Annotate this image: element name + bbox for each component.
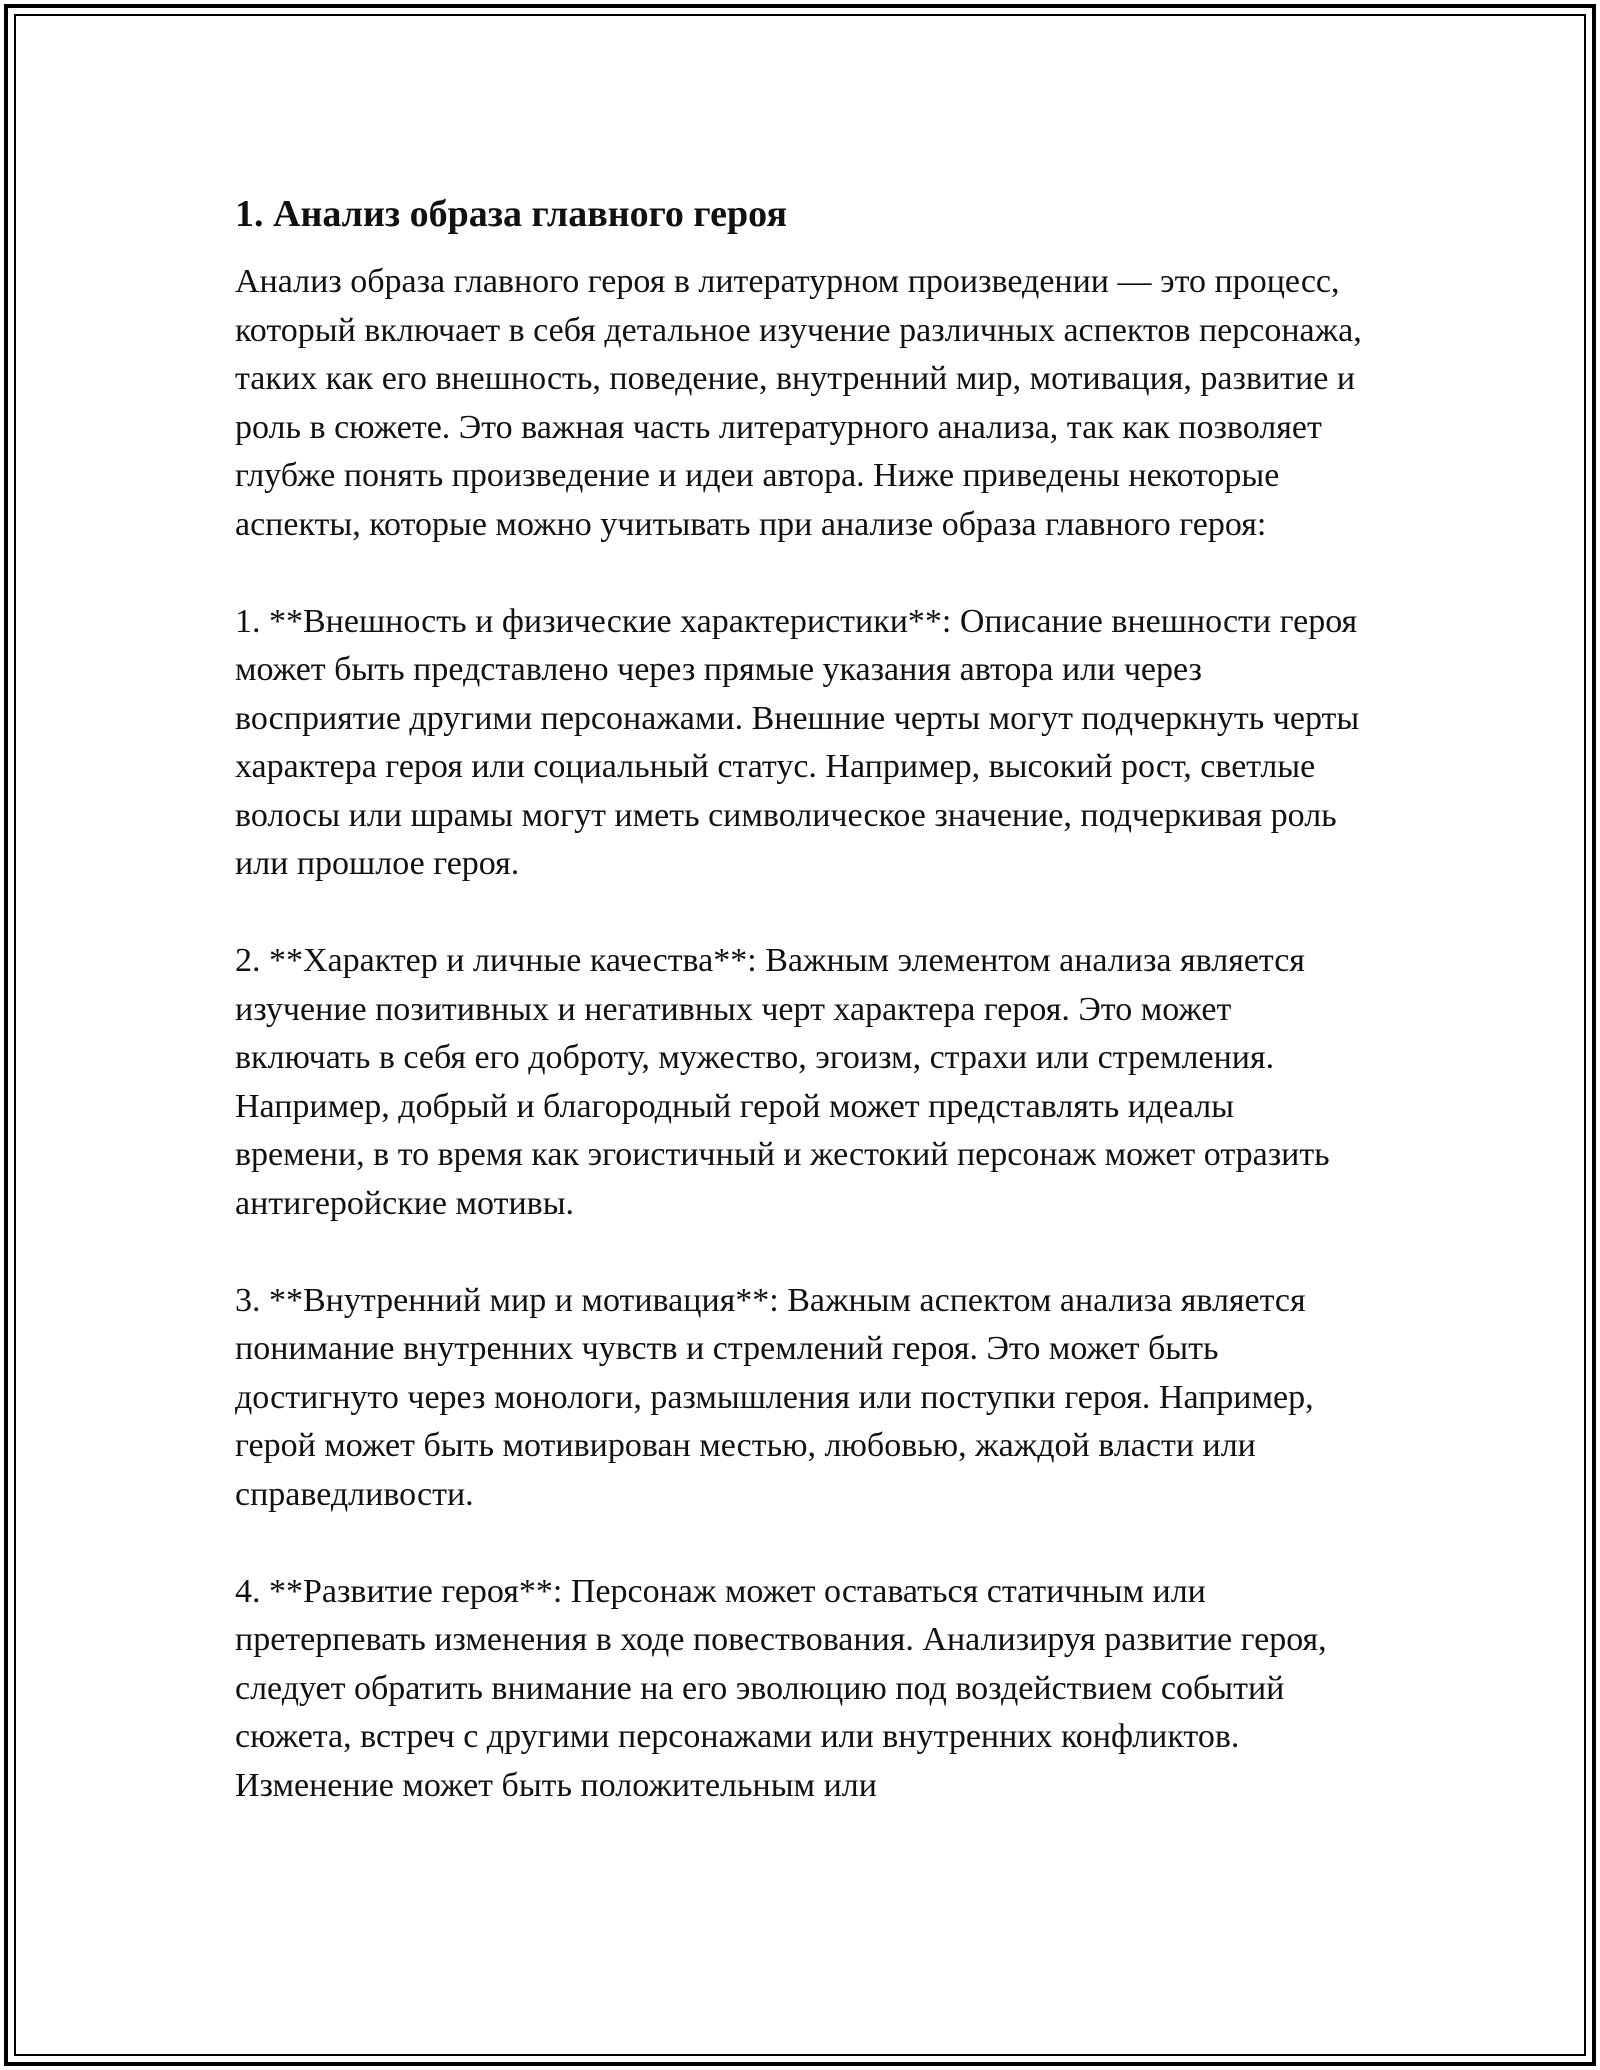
- paragraph-character: 2. **Характер и личные качества**: Важным элементом анализа является изучение позитивных и негативных черт характера героя. Это может включать в себя его доброту, мужество, эгоизм, страхи или стремления. Например, добрый и благородный герой может представлять идеалы времени, в то время как эгоистичный и жестокий персонаж может отразить антигеройские мотивы.: [235, 942, 1330, 1222]
- paragraph-appearance: 1. **Внешность и физические характеристики**: Описание внешности героя может быть представлено через прямые указания автора или через восприятие другими персонажами. Внешние черты могут подчеркнуть черты характера героя или социальный статус. Например, высокий рост, светлые волосы или шрамы могут иметь символическое значение, подчеркивая роль или прошлое героя.: [235, 602, 1360, 882]
- document-body: [235, 188, 1365, 1810]
- section-heading: 1. Анализ образа главного героя: [235, 193, 788, 235]
- paragraph-development: 4. **Развитие героя**: Персонаж может оставаться статичным или претерпевать изменения в ходе повествования. Анализируя развитие героя, следует обратить внимание на его эволюцию под воздействием событий сюжета, встреч с другими персонажами или внутренних конфликтов. Изменение может быть положительным или: [235, 1572, 1327, 1804]
- intro-paragraph: Анализ образа главного героя в литературном произведении — это процесс, который включает в себя детальное изучение различных аспектов персонажа, таких как его внешность, поведение, внутренний мир, мотивация, развитие и роль в сюжете. Это важная часть литературного анализа, так как позволяет глубже понять произведение и идеи автора. Ниже приведены некоторые аспекты, которые можно учитывать при анализе образа главного героя:: [235, 263, 1362, 543]
- paragraph-inner-world: 3. **Внутренний мир и мотивация**: Важным аспектом анализа является понимание внутренних чувств и стремлений героя. Это может быть достигнуто через монологи, размышления или поступки героя. Например, герой может быть мотивирован местью, любовью, жаждой власти или справедливости.: [235, 1281, 1314, 1513]
